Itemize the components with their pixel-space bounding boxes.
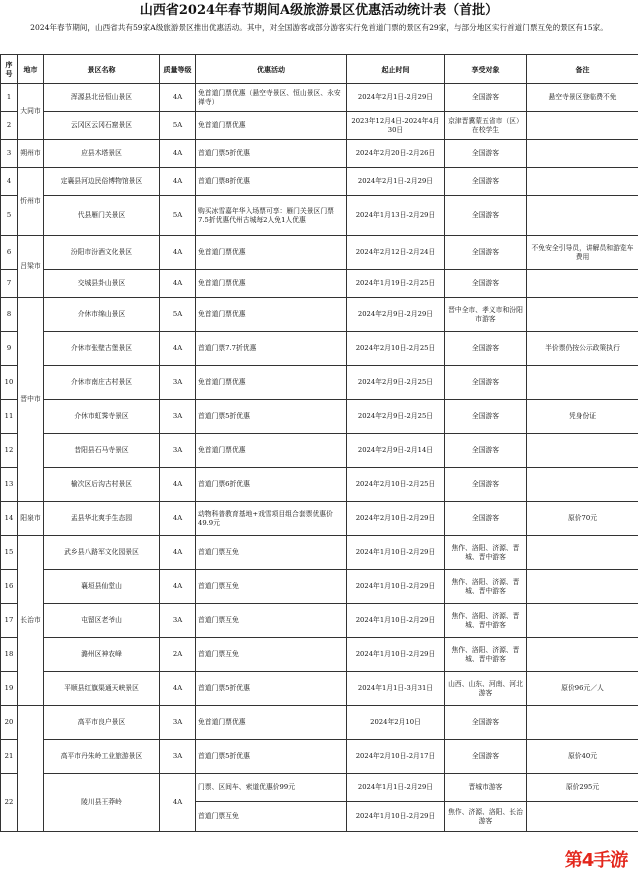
cell-note: [527, 168, 638, 196]
cell-time: 2024年2月9日-2月29日: [347, 298, 445, 332]
cell-level: 3A: [160, 706, 196, 740]
cell-no: 3: [1, 140, 18, 168]
cell-name: 介休市虹霁寺景区: [44, 400, 160, 434]
cell-name: 平顺县红旗渠通天峡景区: [44, 672, 160, 706]
table-row: [1, 84, 638, 112]
cell-note: [527, 270, 638, 298]
cell-level: 4A: [160, 332, 196, 366]
cell-target: 全国游客: [445, 366, 527, 400]
cell-no: 15: [1, 536, 18, 570]
cell-activity: 首道门票互免: [196, 638, 347, 672]
cell-target: 全国游客: [445, 468, 527, 502]
cell-target: 全国游客: [445, 140, 527, 168]
cell-name: 高平市良户景区: [44, 706, 160, 740]
cell-level: 5A: [160, 196, 196, 236]
cell-name: 云冈区云冈石窟景区: [44, 112, 160, 140]
cell-note: [527, 802, 638, 832]
cell-name: 定襄县河边民俗博物馆景区: [44, 168, 160, 196]
cell-target: 全国游客: [445, 706, 527, 740]
promotion-table: [0, 54, 638, 832]
cell-no: 10: [1, 366, 18, 400]
cell-level: 3A: [160, 604, 196, 638]
cell-time: 2024年1月10日-2月29日: [347, 604, 445, 638]
cell-name: 应县木塔景区: [44, 140, 160, 168]
cell-no: 11: [1, 400, 18, 434]
cell-no: 1: [1, 84, 18, 112]
cell-target: 全国游客: [445, 196, 527, 236]
cell-no: 6: [1, 236, 18, 270]
table-row: [1, 740, 638, 774]
cell-name: 代县雁门关景区: [44, 196, 160, 236]
cell-note: [527, 140, 638, 168]
cell-note: [527, 468, 638, 502]
cell-city: 晋中市: [18, 298, 44, 502]
cell-city: 吕梁市: [18, 236, 44, 298]
column-header: 享受对象: [445, 55, 527, 84]
cell-time: 2024年2月9日-2月25日: [347, 366, 445, 400]
cell-activity: 动物科普教育基地+戏雪项目组合套票优惠价49.9元: [196, 502, 347, 536]
cell-no: 18: [1, 638, 18, 672]
cell-name: 陵川县王莽岭: [44, 774, 160, 832]
cell-target: 全国游客: [445, 434, 527, 468]
cell-time: 2023年12月4日-2024年4月30日: [347, 112, 445, 140]
column-header: 优惠活动: [196, 55, 347, 84]
cell-note: 凭身份证: [527, 400, 638, 434]
cell-time: 2024年2月10日-2月25日: [347, 332, 445, 366]
cell-no: 21: [1, 740, 18, 774]
table-row: [1, 112, 638, 140]
table-row: [1, 400, 638, 434]
cell-no: 20: [1, 706, 18, 740]
cell-note: [527, 196, 638, 236]
cell-time: 2024年1月19日-2月25日: [347, 270, 445, 298]
cell-level: 3A: [160, 740, 196, 774]
cell-note: 原价295元: [527, 774, 638, 802]
cell-activity: 免首道门票优惠: [196, 112, 347, 140]
cell-time: 2024年2月12日-2月24日: [347, 236, 445, 270]
cell-note: [527, 536, 638, 570]
cell-target: 焦作、济源、洛阳、长治游客: [445, 802, 527, 832]
cell-name: 盂县华北爽手生态园: [44, 502, 160, 536]
cell-name: 浑源县北岳恒山景区: [44, 84, 160, 112]
cell-level: 4A: [160, 140, 196, 168]
cell-time: 2024年2月10日-2月25日: [347, 468, 445, 502]
cell-time: 2024年1月1日-2月29日: [347, 774, 445, 802]
column-header: 序号: [1, 55, 18, 84]
cell-note: 不免安全引导员，讲解员和游览车费用: [527, 236, 638, 270]
cell-level: 4A: [160, 270, 196, 298]
table-row: [1, 140, 638, 168]
cell-name: 襄垣县仙堂山: [44, 570, 160, 604]
cell-time: 2024年1月13日-2月29日: [347, 196, 445, 236]
cell-note: [527, 434, 638, 468]
cell-no: 14: [1, 502, 18, 536]
cell-name: 榆次区后沟古村景区: [44, 468, 160, 502]
table-row: [1, 468, 638, 502]
cell-target: 全国游客: [445, 270, 527, 298]
cell-name: 交城县卦山景区: [44, 270, 160, 298]
table-row: [1, 270, 638, 298]
cell-note: [527, 570, 638, 604]
cell-no: 16: [1, 570, 18, 604]
cell-activity: 免首道门票优惠: [196, 298, 347, 332]
table-row: [1, 638, 638, 672]
table-row: [1, 298, 638, 332]
cell-no: 4: [1, 168, 18, 196]
cell-city: 朔州市: [18, 140, 44, 168]
cell-name: 介休市绵山景区: [44, 298, 160, 332]
cell-no: 13: [1, 468, 18, 502]
table-row: [1, 196, 638, 236]
table-row: [1, 672, 638, 706]
cell-activity: 首道门票5折优惠: [196, 740, 347, 774]
table-row: [1, 168, 638, 196]
cell-note: [527, 112, 638, 140]
table-row: [1, 502, 638, 536]
cell-level: 5A: [160, 298, 196, 332]
cell-no: 5: [1, 196, 18, 236]
table-row: [1, 774, 638, 802]
cell-note: 半价票仍按公示政策执行: [527, 332, 638, 366]
cell-city: 长治市: [18, 536, 44, 706]
cell-target: 全国游客: [445, 84, 527, 112]
cell-time: 2024年1月10日-2月29日: [347, 638, 445, 672]
cell-note: [527, 706, 638, 740]
cell-target: 晋中全市、孝义市和汾阳市游客: [445, 298, 527, 332]
watermark-logo-text: 第4手游: [564, 850, 628, 871]
cell-activity: 免首道门票优惠（悬空寺景区、恒山景区、永安禅寺）: [196, 84, 347, 112]
cell-level: 2A: [160, 638, 196, 672]
cell-time: 2024年2月1日-2月29日: [347, 84, 445, 112]
cell-time: 2024年2月10日: [347, 706, 445, 740]
cell-activity: 首道门票5折优惠: [196, 400, 347, 434]
cell-target: 全国游客: [445, 168, 527, 196]
cell-time: 2024年2月9日-2月25日: [347, 400, 445, 434]
cell-level: 4A: [160, 502, 196, 536]
cell-time: 2024年1月10日-2月29日: [347, 536, 445, 570]
cell-no: 2: [1, 112, 18, 140]
table-row: [1, 236, 638, 270]
page-title: 山西省2024年春节期间A级旅游景区优惠活动统计表（首批）: [139, 3, 499, 18]
table-header-row: [1, 55, 638, 84]
cell-activity: 首道门票8折优惠: [196, 168, 347, 196]
cell-level: 3A: [160, 366, 196, 400]
cell-city: [18, 706, 44, 832]
cell-activity: 首道门票5折优惠: [196, 672, 347, 706]
cell-no: 12: [1, 434, 18, 468]
cell-level: 4A: [160, 168, 196, 196]
table-row: [1, 536, 638, 570]
cell-note: [527, 366, 638, 400]
cell-activity: 首道门票互免: [196, 570, 347, 604]
column-header: 备注: [527, 55, 638, 84]
cell-target: 全国游客: [445, 332, 527, 366]
intro-paragraph: 2024年春节期间，山西省共有59家A级旅游景区推出优惠活动。其中，对全国游客或部分游客实行免首道门票的景区有29家，与部分地区实行首道门票互免的景区有15家。: [30, 23, 608, 32]
table-body: [1, 84, 638, 832]
cell-no: 9: [1, 332, 18, 366]
cell-level: 3A: [160, 400, 196, 434]
cell-activity: 首道门票6折优惠: [196, 468, 347, 502]
cell-time: 2024年2月1日-2月29日: [347, 168, 445, 196]
cell-name: 介休市南庄古村景区: [44, 366, 160, 400]
table-row: [1, 332, 638, 366]
cell-level: 4A: [160, 236, 196, 270]
cell-no: 17: [1, 604, 18, 638]
cell-target: 焦作、洛阳、济源、晋城、晋中游客: [445, 536, 527, 570]
cell-name: 潞州区神农峰: [44, 638, 160, 672]
cell-time: 2024年1月10日-2月29日: [347, 570, 445, 604]
cell-activity: 免首道门票优惠: [196, 366, 347, 400]
cell-target: 山西、山东、河南、河北游客: [445, 672, 527, 706]
cell-note: [527, 638, 638, 672]
cell-no: 19: [1, 672, 18, 706]
cell-no: 8: [1, 298, 18, 332]
table-row: [1, 604, 638, 638]
cell-level: 4A: [160, 672, 196, 706]
cell-level: 5A: [160, 112, 196, 140]
cell-level: 4A: [160, 774, 196, 832]
cell-activity: 免首道门票优惠: [196, 434, 347, 468]
cell-activity: 购买冰雪嘉年华入场票可享：雁门关景区门票7.5折优惠代州古城每2人免1人优惠: [196, 196, 347, 236]
watermark-logo: [556, 846, 636, 872]
cell-level: 4A: [160, 570, 196, 604]
cell-name: 昔阳县石马寺景区: [44, 434, 160, 468]
column-header: 质量等级: [160, 55, 196, 84]
cell-time: 2024年2月9日-2月14日: [347, 434, 445, 468]
cell-name: 高平市丹朱岭工业旅游景区: [44, 740, 160, 774]
cell-name: 武乡县八路军文化园景区: [44, 536, 160, 570]
cell-note: [527, 604, 638, 638]
cell-name: 屯留区老爷山: [44, 604, 160, 638]
cell-target: 焦作、洛阳、济源、晋城、晋中游客: [445, 638, 527, 672]
cell-note: 原价96元／人: [527, 672, 638, 706]
cell-level: 3A: [160, 434, 196, 468]
cell-target: 全国游客: [445, 236, 527, 270]
cell-time: 2024年1月10日-2月29日: [347, 802, 445, 832]
cell-activity: 门票、区间车、索道优惠价99元: [196, 774, 347, 802]
column-header: 景区名称: [44, 55, 160, 84]
cell-activity: 首道门票互免: [196, 536, 347, 570]
cell-target: 全国游客: [445, 740, 527, 774]
cell-target: 京津晋冀蒙五省市（区）在校学生: [445, 112, 527, 140]
column-header: 地市: [18, 55, 44, 84]
cell-level: 4A: [160, 84, 196, 112]
cell-time: 2024年1月1日-3月31日: [347, 672, 445, 706]
table-row: [1, 434, 638, 468]
cell-target: 焦作、洛阳、济源、晋城、晋中游客: [445, 604, 527, 638]
cell-activity: 首道门票5折优惠: [196, 140, 347, 168]
column-header: 起止时间: [347, 55, 445, 84]
cell-time: 2024年2月10日-2月29日: [347, 502, 445, 536]
cell-name: 汾阳市汾酒文化景区: [44, 236, 160, 270]
cell-note: 原价70元: [527, 502, 638, 536]
table-row: [1, 570, 638, 604]
cell-target: 晋城市游客: [445, 774, 527, 802]
cell-no: 7: [1, 270, 18, 298]
cell-activity: 首道门票7.7折优惠: [196, 332, 347, 366]
cell-level: 4A: [160, 468, 196, 502]
cell-activity: 首道门票互免: [196, 604, 347, 638]
cell-activity: 免首道门票优惠: [196, 236, 347, 270]
cell-level: 4A: [160, 536, 196, 570]
table-row: [1, 706, 638, 740]
cell-activity: 免首道门票优惠: [196, 706, 347, 740]
cell-note: [527, 298, 638, 332]
cell-target: 全国游客: [445, 400, 527, 434]
cell-activity: 首道门票互免: [196, 802, 347, 832]
cell-target: 全国游客: [445, 502, 527, 536]
cell-note: 原价40元: [527, 740, 638, 774]
cell-activity: 免首道门票优惠: [196, 270, 347, 298]
cell-city: 阳泉市: [18, 502, 44, 536]
cell-no: 22: [1, 774, 18, 832]
cell-target: 焦作、洛阳、济源、晋城、晋中游客: [445, 570, 527, 604]
cell-time: 2024年2月10日-2月17日: [347, 740, 445, 774]
cell-name: 介休市张壁古堡景区: [44, 332, 160, 366]
cell-note: 悬空寺景区登临费不免: [527, 84, 638, 112]
cell-city: 忻州市: [18, 168, 44, 236]
cell-city: 大同市: [18, 84, 44, 140]
cell-time: 2024年2月20日-2月26日: [347, 140, 445, 168]
table-row: [1, 366, 638, 400]
